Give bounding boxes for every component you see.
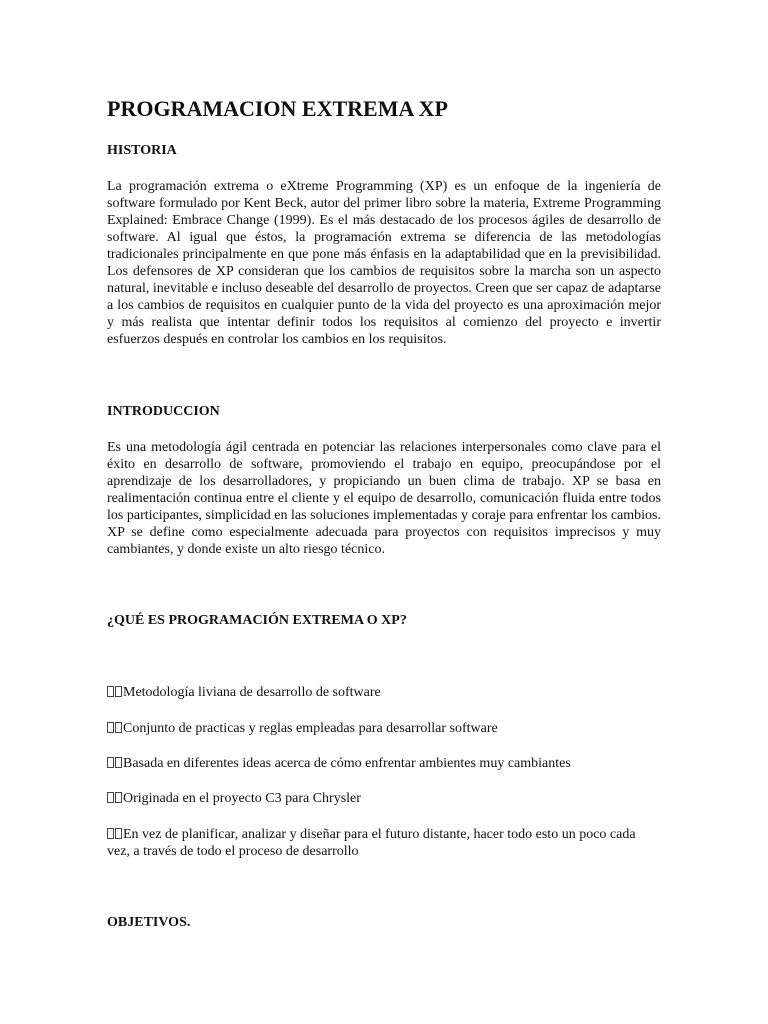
missing-glyph-icon [115, 828, 122, 839]
list-item-text: Conjunto de practicas y reglas empleadas para desarrollar software [123, 721, 498, 736]
missing-glyph-icon [115, 722, 122, 733]
missing-glyph-icon [115, 686, 122, 697]
document-title: PROGRAMACION EXTREMA XP [107, 96, 448, 121]
list-item [107, 684, 661, 701]
list-item-text: Basada en diferentes ideas acerca de cómo enfrentar ambientes muy cambiantes [123, 756, 571, 771]
heading-objetivos: OBJETIVOS. [107, 915, 191, 930]
list-item-text: En vez de planificar, analizar y diseñar para el futuro distante, hacer todo esto un poco cada vez, a través de todo el proceso de desarrollo [107, 827, 636, 859]
missing-glyph-icon [107, 686, 114, 697]
missing-glyph-icon [107, 757, 114, 768]
missing-glyph-icon [107, 722, 114, 733]
missing-glyph-icon [115, 792, 122, 803]
list-item [107, 790, 661, 807]
heading-que-es: ¿QUÉ ES PROGRAMACIÓN EXTREMA O XP? [107, 613, 407, 628]
list-item [107, 720, 661, 737]
missing-glyph-icon [107, 792, 114, 803]
list-item [107, 755, 661, 772]
heading-introduccion: INTRODUCCION [107, 404, 220, 419]
missing-glyph-icon [107, 828, 114, 839]
paragraph-historia: La programación extrema o eXtreme Programming (XP) es un enfoque de la ingeniería de software formulado por Kent Beck, autor del primer libro sobre la materia, Extreme Programming Explained: Embrace Change (1999). Es el más destacado de los procesos ágiles de desarrollo de software. Al igual que éstos, la programación extrema se diferencia de las metodologías tradicionales principalmente en que pone más énfasis en la adaptabilidad que en la previsibilidad. Los defensores de XP consideran que los cambios de requisitos sobre la marcha son un aspecto natural, inevitable e incluso deseable del desarrollo de proyectos. Creen que ser capaz de adaptarse a los cambios de requisitos en cualquier punto de la vida del proyecto es una aproximación mejor y más realista que intentar definir todos los requisitos al comienzo del proyecto e invertir esfuerzos después en controlar los cambios en los requisitos. [107, 179, 661, 347]
list-item-text: Metodología liviana de desarrollo de software [123, 685, 381, 700]
heading-historia: HISTORIA [107, 143, 177, 158]
list-item-text: Originada en el proyecto C3 para Chrysler [123, 791, 361, 806]
paragraph-introduccion: Es una metodología ágil centrada en potenciar las relaciones interpersonales como clave para el éxito en desarrollo de software, promoviendo el trabajo en equipo, preocupándose por el aprendizaje de los desarrolladores, y propiciando un buen clima de trabajo. XP se basa en realimentación continua entre el cliente y el equipo de desarrollo, comunicación fluida entre todos los participantes, simplicidad en las soluciones implementadas y coraje para enfrentar los cambios. XP se define como especialmente adecuada para proyectos con requisitos imprecisos y muy cambiantes, y donde existe un alto riesgo técnico. [107, 440, 661, 557]
list-item [107, 826, 661, 860]
missing-glyph-icon [115, 757, 122, 768]
